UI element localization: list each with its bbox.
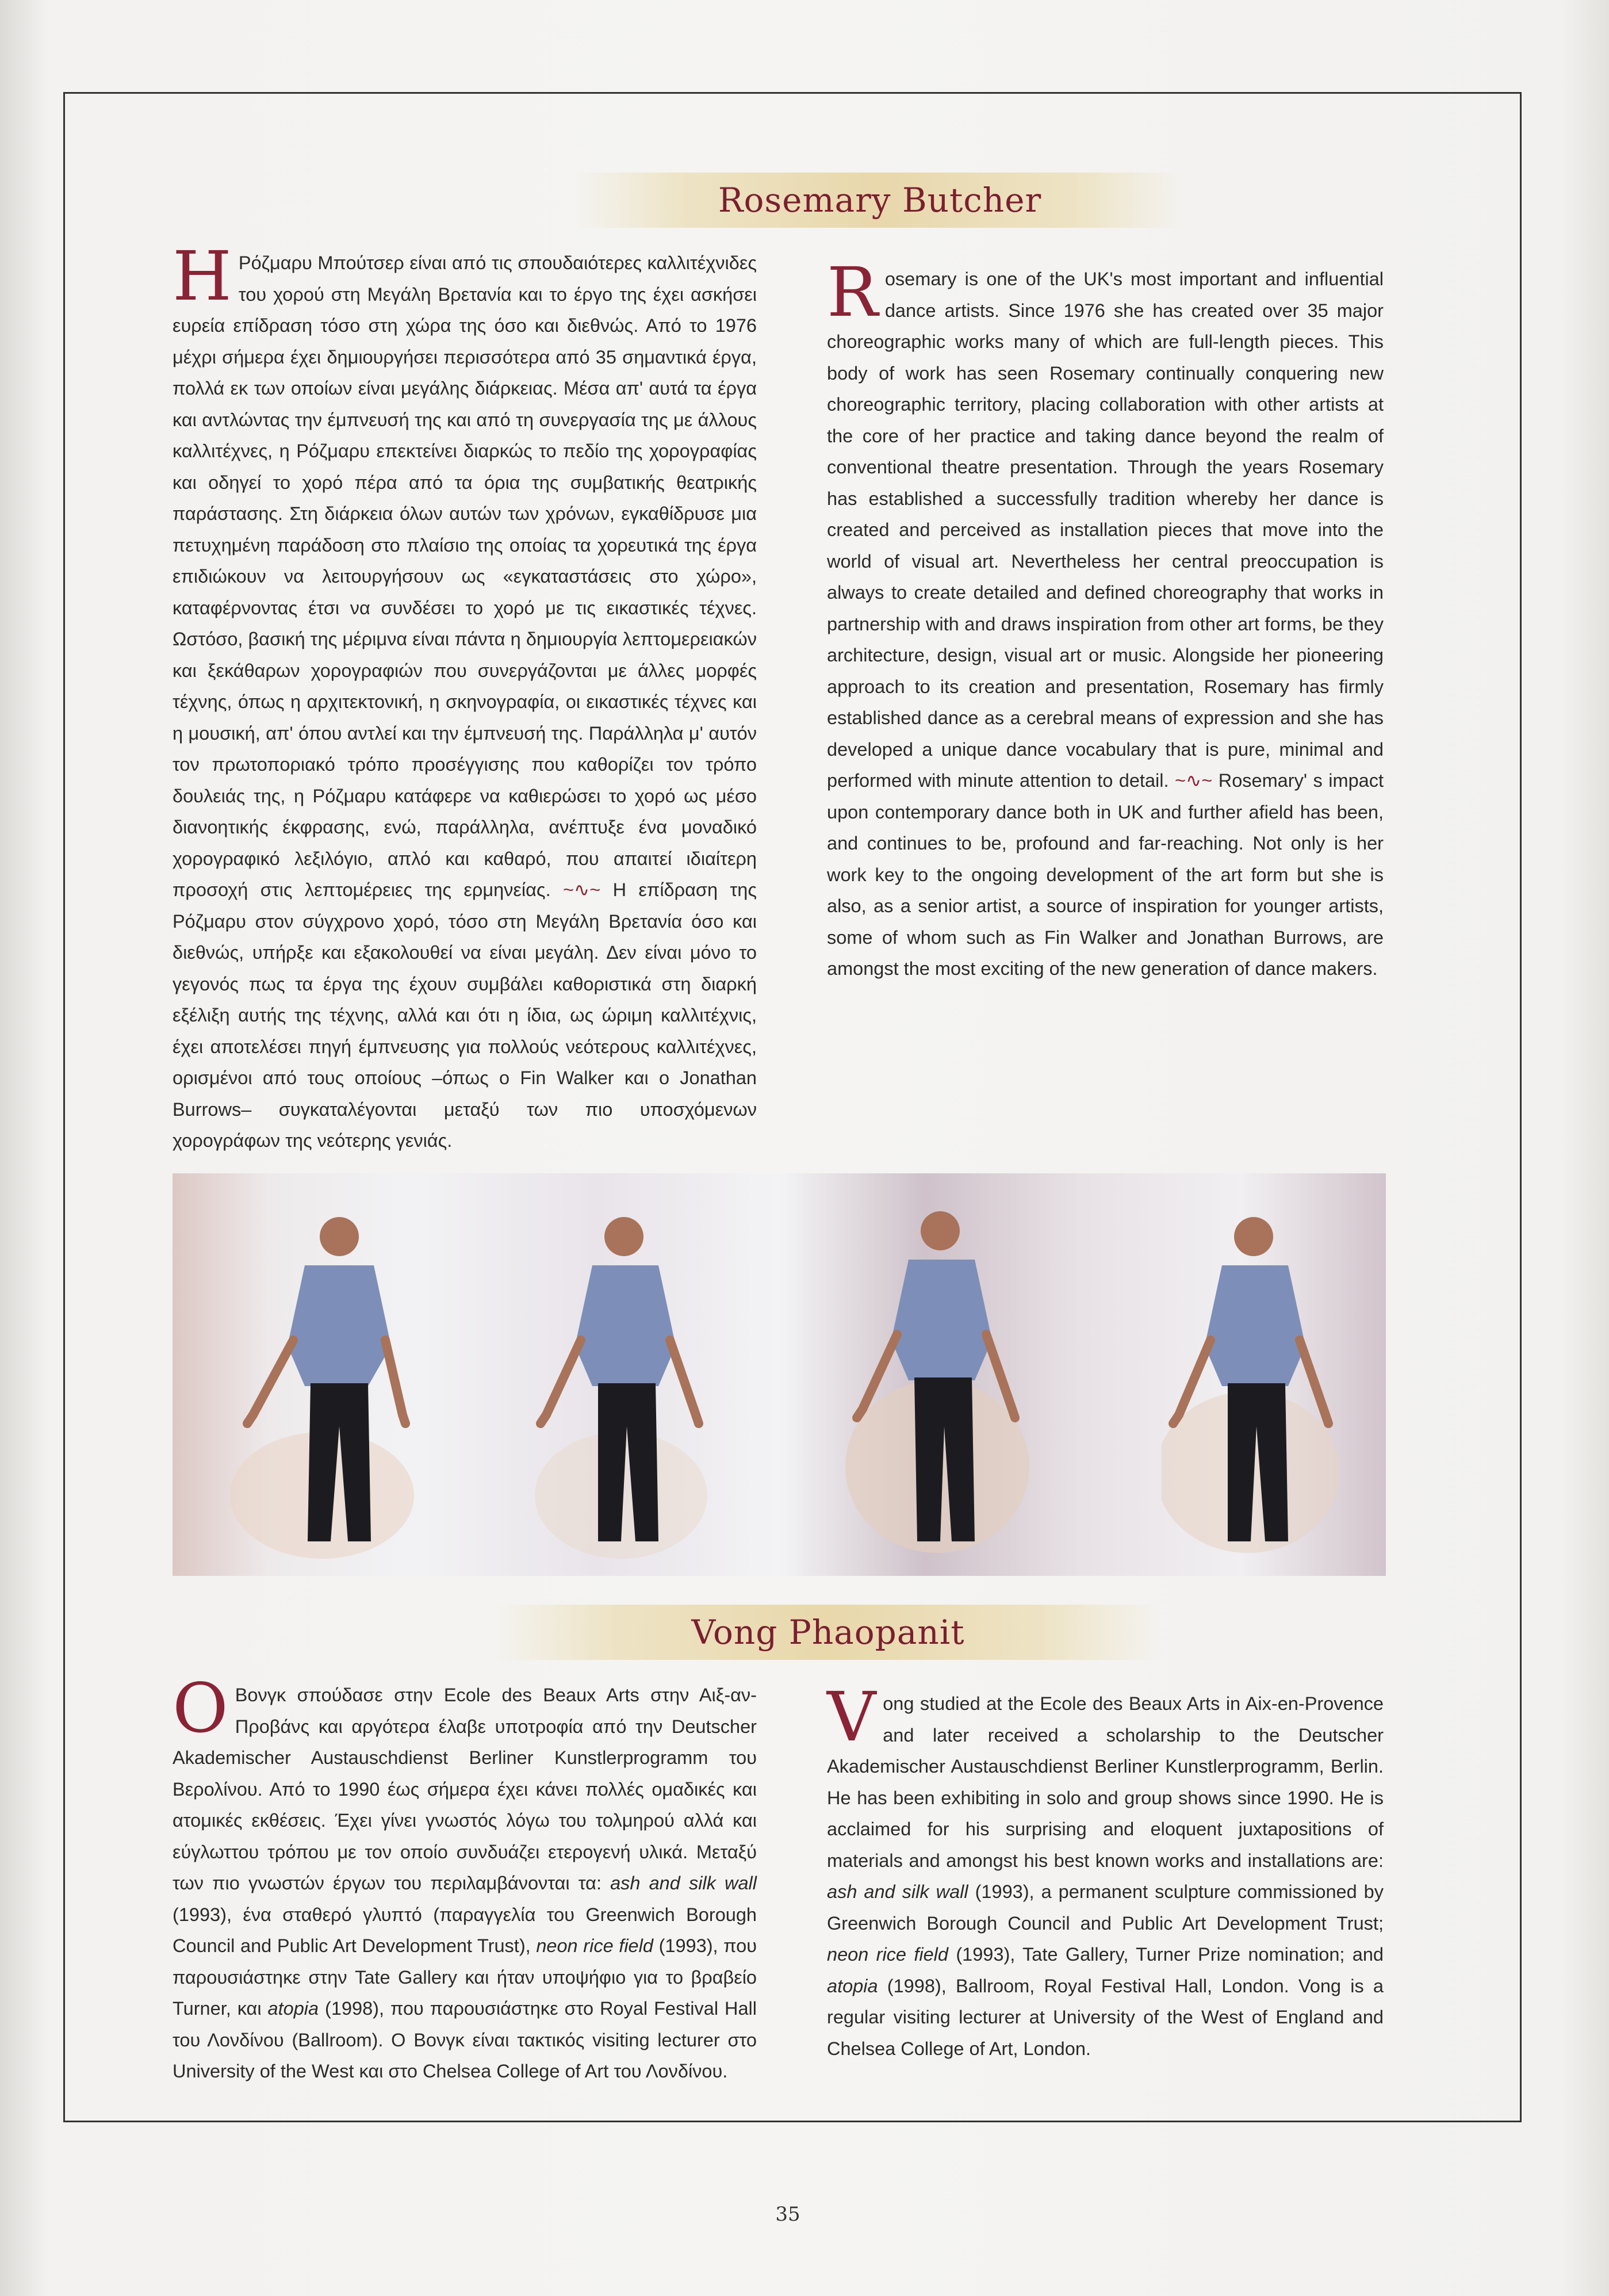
dancer-figure-1 [230, 1196, 414, 1564]
work-title: ash and silk wall [610, 1873, 757, 1893]
english-text-part: (1998), Ballroom, Royal Festival Hall, London. Vong is a regular visiting lecturer at University of the West of England and Chelsea College of Art, London. [827, 1975, 1384, 2059]
dancer-figure-2 [529, 1196, 713, 1564]
vong-greek-text [173, 1669, 757, 2087]
rosemary-greek-text [173, 236, 757, 1157]
greek-text-part: (1993), που παρουσιάστηκε στην Tate Gallery και ήταν υποψήφιο για το βραβείο Turner, και [173, 1935, 757, 2019]
english-text-part: (1993), Tate Gallery, Turner Prize nomination; and [948, 1944, 1384, 1965]
section-title-band [495, 1605, 1162, 1660]
greek-text-part: (1998), που παρουσιάστηκε στο Royal Festival Hall του Λονδίνου (Ballroom). Ο Βονγκ είναι τακτικός visiting lecturer στο University of the West και στο Chelsea College of Art του Λονδίνου. [173, 1998, 757, 2081]
dropcap: Η [173, 236, 232, 316]
work-title: neon rice field [536, 1935, 653, 1956]
greek-text-part: Βονγκ σπούδασε στην Ecole des Beaux Arts στην Αιξ-αν-Προβάνς και αργότερα έλαβε υποτροφία από την Deutscher Akademischer Austauschdienst Berliner Kunstlerprogramm του Βερολίνου. Από το 1990 έως σήμερα έχει κάνει πολλές ομαδικές και ατομικές εκθέσεις. Έχει γίνει γνωστός λόγω του τολμηρού αλλά και εύγλωττου τρόπου με τον οποίο συνδυάζει ετερογενή υλικά. Μεταξύ των πιο γνωστών έργων του περιλαμβάνονται τα: [173, 1685, 757, 1893]
vong-greek-column [173, 1669, 757, 2087]
greek-text-part: Η επίδραση της Ρόζμαρυ στον σύγχρονο χορό, τόσο στη Μεγάλη Βρετανία όσο και διεθνώς, υπήρξε και εξακολουθεί να είναι μεγάλη. Δεν είναι μόνο το γεγονός πως τα έργα της έχουν συμβάλει καθοριστικά στη διαρκή εξέλιξη αυτής της τέχνης, αλλά και ότι η ίδια, ως ώριμη καλλιτέχνις, έχει αποτελέσει πηγή έμπνευσης για πολλούς νεότερους καλλιτέχνες, ορισμένοι από τους οποίους –όπως ο Fin Walker και ο Jonathan Burrows– συγκαταλέγονται μεταξύ των πιο υποσχόμενων χορογράφων της νεότερης γενιάς. [173, 879, 757, 1151]
dropcap: R [827, 252, 878, 332]
page-number: 35 [775, 2203, 800, 2226]
dropcap: V [827, 1677, 876, 1757]
section-title-rosemary-butcher: Rosemary Butcher [718, 181, 1042, 220]
ornament-icon: ~∿~ [563, 879, 601, 900]
section-title-vong-phaopanit: Vong Phaopanit [691, 1613, 965, 1652]
english-text-part: osemary is one of the UK's most important and influential dance artists. Since 1976 she has created over 35 major choreographic works many of which are full-length pieces. This body of work has seen Rosemary continually conquering new choreographic territory, placing collaboration with other artists at the core of her practice and taking dance beyond the realm of conventional theatre presentation. Through the years Rosemary has established a successfully tradition whereby her dance is created and perceived as installation pieces that move into the world of visual art. Nevertheless her central preoccupation is always to create detailed and defined choreography that works in partnership with and draws inspiration from other art forms, be they architecture, design, visual art or music. Alongside her pioneering approach to its creation and presentation, Rosemary has firmly established dance as a cerebral means of expression and she has developed a unique dance vocabulary that is pure, minimal and performed with minute attention to detail. [827, 269, 1384, 791]
rosemary-english-column [827, 252, 1384, 985]
greek-text-part: Ρόζμαρυ Μπούτσερ είναι από τις σπουδαιότερες καλλιτέχνιδες του χορού στη Μεγάλη Βρετανία και το έργο της έχει ασκήσει ευρεία επίδραση τόσο στη χώρα της όσο και διεθνώς. Από το 1976 μέχρι σήμερα έχει δημιουργήσει περισσότερα από 35 σημαντικά έργα, πολλά εκ των οποίων είναι μεγάλης διάρκειας. Μέσα απ' αυτά τα έργα και αντλώντας την έμπνευσή της και από τη συνεργασία της με άλλους καλλιτέχνες, η Ρόζμαρυ επεκτείνει διαρκώς το πεδίο της χορογραφίας και οδηγεί το χορό πέρα από τα όρια της συμβατικής θεατρικής παράστασης. Στη διάρκεια όλων αυτών των χρόνων, εγκαθίδρυσε μια πετυχημένη παράδοση στο πλαίσιο της οποίας τα χορευτικά της έργα επιδιώκουν να λειτουργήσουν ως «εγκαταστάσεις στο χώρο», καταφέρνοντας έτσι να συνδέσει το χορό με τις εικαστικές τέχνες. Ωστόσο, βασική της μέριμνα είναι πάντα η δημιουργία λεπτομερειακών και ξεκάθαρων χορογραφιών που συνεργάζονται με άλλες μορφές τέχνης, όπως η αρχιτεκτονική, η σκηνογραφία, οι εικαστικές τέχνες και η μουσική, απ' όπου αντλεί και την έμπνευσή της. Παράλληλα μ' αυτόν τον πρωτοποριακό τρόπο προσέγγισης που καθορίζει τον τρόπο δουλειάς της, η Ρόζμαρυ κατάφερε να καθιερώσει το χορό ως μέσο διανοητικής έκφρασης, ενώ, παράλληλα, ανέπτυξε ένα μοναδικό χορογραφικό λεξιλόγιο, απλό και καθαρό, που απαιτεί ιδιαίτερη προσοχή στις λεπτομέρειες της ερμηνείας. [173, 252, 757, 900]
work-title: atopia [827, 1975, 878, 1996]
english-text-part: Rosemary' s impact upon contemporary dance both in UK and further afield has been, and continues to be, profound and far-reaching. Not only is her work key to the ongoing development of the art form but she is also, as a senior artist, a source of inspiration for younger artists, some of whom such as Fin Walker and Jonathan Burrows, are amongst the most exciting of the new generation of dance makers. [827, 770, 1384, 979]
rosemary-greek-column [173, 236, 757, 1157]
dancer-figure-3 [845, 1196, 1029, 1564]
ornament-icon: ~∿~ [1175, 770, 1213, 791]
work-title: atopia [267, 1998, 319, 2019]
dropcap: Ο [173, 1669, 228, 1748]
section-title-band [575, 173, 1185, 228]
english-text-part: ong studied at the Ecole des Beaux Arts in Aix-en-Provence and later received a scholarship to the Deutscher Akademischer Austauschdienst Berliner Kunstlerprogramm, Berlin. He has been exhibiting in solo and group shows since 1990. He is acclaimed for his surprising and eloquent juxtapositions of materials and amongst his best known works and installations are: [827, 1693, 1384, 1871]
vong-english-column [827, 1677, 1384, 2064]
dancer-photo-strip [173, 1173, 1386, 1576]
english-text-part: (1993), a permanent sculpture commissioned by Greenwich Borough Council and Public Art Development Trust; [827, 1881, 1384, 1934]
greek-text-part: (1993), ένα σταθερό γλυπτό (παραγγελία του Greenwich Borough Council and Public Art Development Trust), [173, 1904, 757, 1956]
vong-english-text [827, 1677, 1384, 2064]
work-title: ash and silk wall [827, 1881, 968, 1902]
work-title: neon rice field [827, 1944, 948, 1965]
rosemary-english-text [827, 252, 1384, 985]
dancer-figure-4 [1162, 1196, 1346, 1564]
